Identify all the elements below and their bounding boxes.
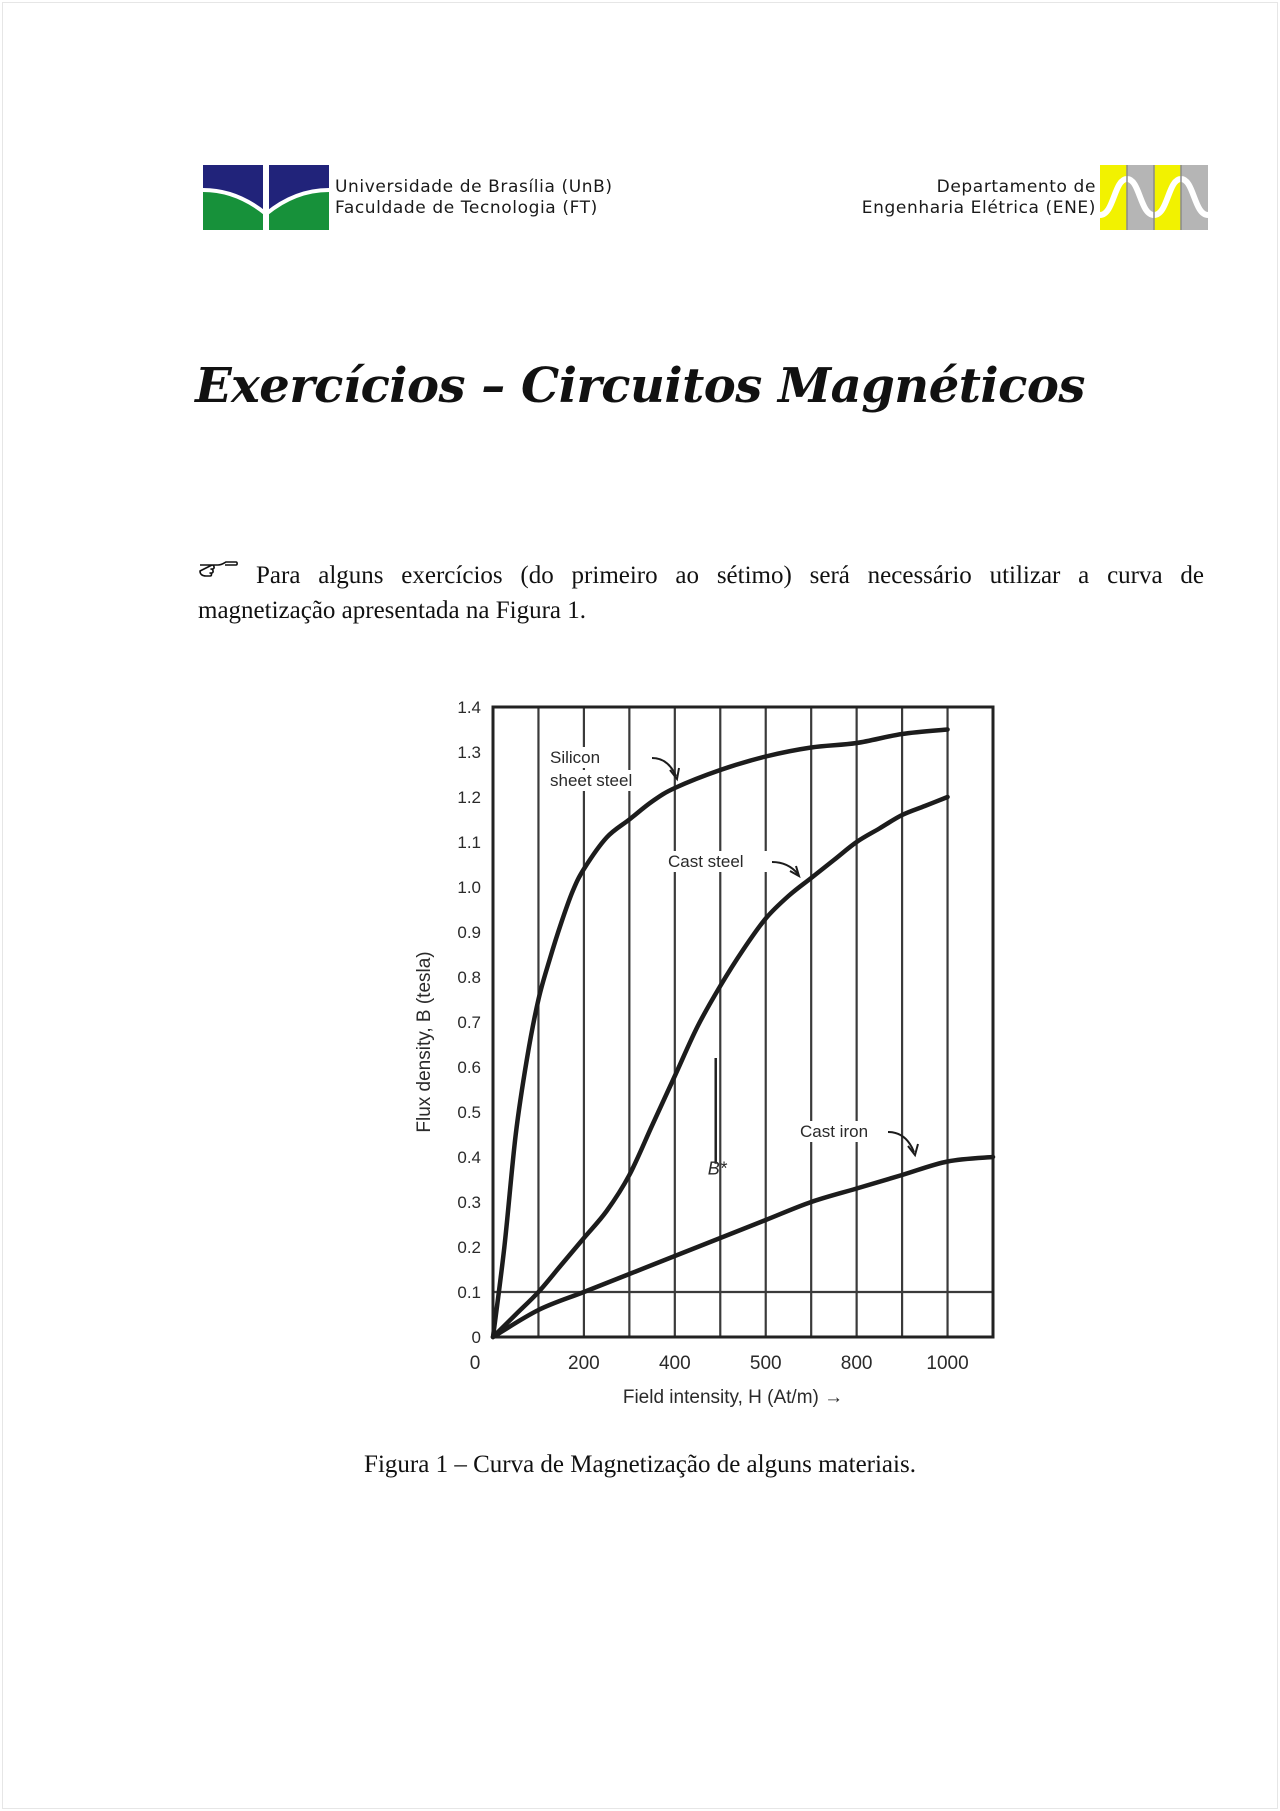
y-tick-label: 1.0: [457, 878, 481, 897]
y-tick-label: 0.2: [457, 1238, 481, 1257]
cast-steel-label: Cast steel: [668, 852, 744, 871]
cast-iron-curve: [493, 1157, 993, 1337]
ene-logo: [848, 165, 1208, 230]
ene-logo-mark: [1100, 165, 1208, 230]
pointing-hand-icon: [198, 556, 238, 578]
intro-text: Para alguns exercícios (do primeiro ao sétimo) será necessário utilizar a curva de magnetização apresentada na Figura 1.: [198, 562, 1204, 624]
y-tick-label: 0.7: [457, 1013, 481, 1032]
y-axis-label: Flux density, B (tesla): [414, 951, 435, 1133]
x-tick-label: 500: [749, 1353, 782, 1374]
y-tick-label: 1.3: [457, 743, 481, 762]
cast-iron-label: Cast iron: [800, 1122, 869, 1141]
chart-grid: [493, 707, 993, 1337]
intro-paragraph: [198, 556, 1204, 628]
magnetization-chart-svg: [400, 690, 1020, 1410]
unb-line-2: Faculdade de Tecnologia (FT): [335, 197, 598, 218]
y-tick-label: 0.1: [457, 1283, 481, 1302]
y-tick-label: 0.3: [457, 1193, 481, 1212]
unb-line-1: Universidade de Brasília (UnB): [335, 176, 613, 197]
ene-line-1: Departamento de: [936, 176, 1096, 197]
x-tick-label: 1000: [926, 1353, 969, 1374]
y-tick-label: 1.2: [457, 788, 481, 807]
y-tick-label: 1.4: [457, 698, 481, 717]
y-tick-label: 0.8: [457, 968, 481, 987]
page-title: Exercícios – Circuitos Magnéticos: [195, 358, 1085, 414]
bstar-annotation: B*: [707, 1158, 727, 1179]
y-tick-label: 0.4: [457, 1148, 481, 1167]
x-axis-label: Field intensity, H (At/m) →: [622, 1387, 844, 1408]
unb-logo-text: [335, 177, 613, 219]
x-tick-label: 0: [469, 1353, 481, 1374]
silicon-sheet-steel-label: Silicon: [550, 748, 601, 767]
plot-frame: [493, 707, 993, 1337]
magnetization-chart: [400, 690, 1020, 1410]
chart-series: [493, 730, 993, 1338]
unb-logo: [203, 165, 628, 230]
y-tick-label: 0.9: [457, 923, 481, 942]
ene-line-2: Engenharia Elétrica (ENE): [861, 197, 1096, 218]
silicon-sheet-steel-label: sheet steel: [550, 771, 633, 790]
x-tick-label: 200: [568, 1353, 600, 1374]
y-tick-label: 1.1: [457, 833, 481, 852]
unb-logo-mark: [203, 165, 329, 230]
ene-logo-text: [862, 177, 1096, 219]
x-tick-label: 400: [658, 1353, 691, 1374]
figure-caption: Figura 1 – Curva de Magnetização de alguns materiais.: [364, 1451, 916, 1478]
y-tick-label: 0.6: [457, 1058, 481, 1077]
x-tick-label: 800: [840, 1353, 873, 1374]
y-tick-label: 0.5: [457, 1103, 481, 1122]
y-tick-label: 0: [471, 1328, 481, 1347]
